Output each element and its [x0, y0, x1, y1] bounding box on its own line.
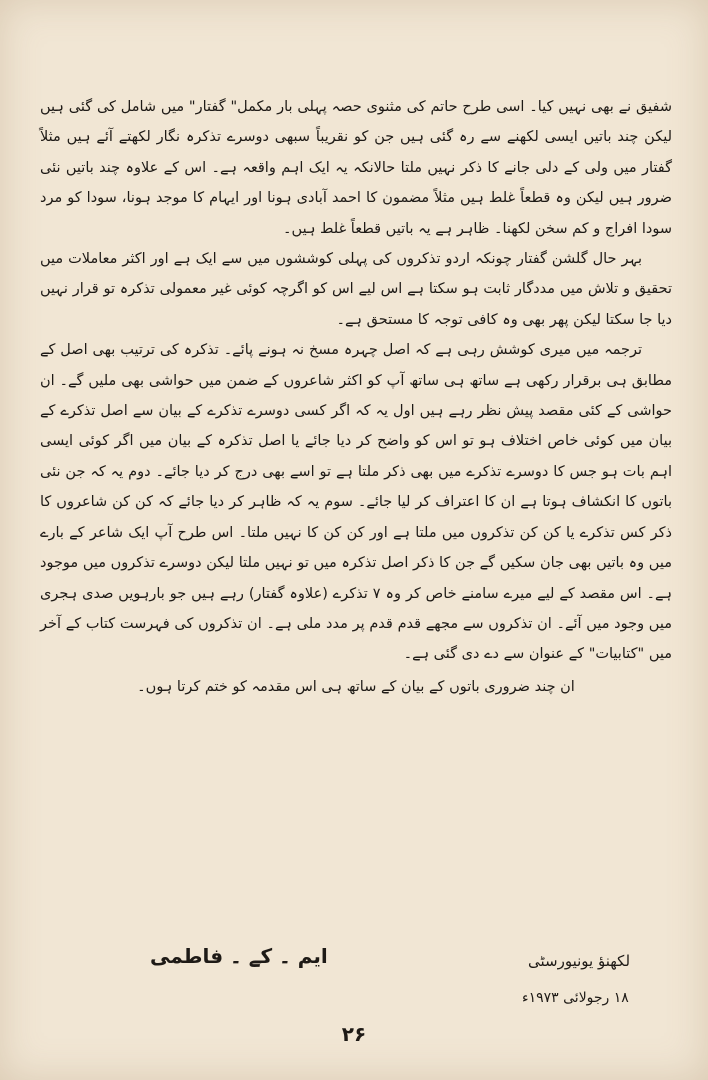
page-number: ۲۶	[341, 1022, 367, 1046]
paragraph-1: شفیق نے بھی نہیں کیا۔ اسی طرح حاتم کی مثنوی حصہ پہلی بار مکمل" گفتار" میں شامل کی گئی ہیں لیکن چند باتیں ایسی لکھنے سے رہ گئی ہیں جن کو نقریباً سبھی دوسرے تذکرہ نگار لکھتے آئے ہیں مثلاً گفتار میں ولی کے دلی جانے کا ذکر نہیں ملتا حالانکہ یہ ایک اہم واقعہ ہے۔ اس کے علاوہ چند باتیں نئی ضرور ہیں لیکن وہ قطعاً غلط ہیں مثلاً مضمون کا احمد آبادی ہونا اور ایہام کا موجد ہونا، سودا کو مرد سودا افراج و کم سخن لکھنا۔ ظاہر ہے یہ باتیں قطعاً غلط ہیں۔	[40, 99, 672, 237]
author-signature: ایم ۔ کے ۔ فاطمی	[150, 944, 328, 968]
signature-date: ۱۸ رجولائی ۱۹۷۳ء	[522, 990, 629, 1006]
closing-line: ان چند ضروری باتوں کے بیان کے ساتھ ہی اس مقدمہ کو ختم کرتا ہوں۔	[137, 678, 575, 695]
preface-body-text	[40, 92, 672, 702]
paragraph-2: بہر حال گلشن گفتار چونکہ اردو تذکروں کی پہلی کوششوں میں سے ایک ہے اور اکثر معاملات میں تحقیق و تلاش میں مددگار ثابت ہو سکتا ہے اس لیے اس کو اگرچہ کوئی غیر معمولی تذکرہ تو قرار نہیں دیا جا سکتا لیکن پھر بھی وہ کافی توجہ کا مستحق ہے۔	[40, 251, 672, 328]
signature-place: لکھنؤ یونیورسٹی	[528, 952, 631, 970]
paragraph-3: ترجمہ میں میری کوشش رہی ہے کہ اصل چہرہ مسخ نہ ہونے پائے۔ تذکرہ کی ترتیب بھی اصل کے مطابق ہی برقرار رکھی ہے ساتھ ہی ساتھ آپ کو اکثر شاعروں کے ضمن میں حواشی بھی ملیں گے۔ ان حواشی کے کئی مقصد پیش نظر رہے ہیں اول یہ کہ اگر کسی دوسرے تذکرے کے بیان سے اصل تذکرے کے بیان میں کوئی خاص اختلاف ہو تو اس کو واضح کر دیا جائے یا اصل تذکرہ کے بیان میں اگر کوئی ایسی اہم بات ہو جس کا دوسرے تذکرے میں بھی ذکر ملتا ہے تو اسے بھی درج کر دیا جائے۔ دوم یہ کہ جن نئی باتوں کا انکشاف ہوتا ہے ان کا اعتراف کر لیا جائے۔ سوم یہ کہ ظاہر کر دیا جائے کہ کن کن شاعروں کا ذکر کس تذکرے یا کن کن تذکروں میں ملتا ہے اور کن کن کا نہیں ملتا۔ اس طرح آپ ایک شاعر کے بارے میں وہ باتیں بھی جان سکیں گے جن کا ذکر اصل تذکرہ میں تو نہیں ملتا لیکن دوسرے تذکروں میں موجود ہے۔ اس مقصد کے لیے میرے سامنے خاص کر وہ ۷ تذکرے (علاوہ گفتار) رہے ہیں جو بارہویں صدی ہجری میں وجود میں آئے۔ ان تذکروں سے مجھے قدم قدم پر مدد ملی ہے۔ ان تذکروں کی فہرست کتاب کے آخر میں "کتابیات" کے عنوان سے دے دی گئی ہے۔	[40, 342, 672, 663]
